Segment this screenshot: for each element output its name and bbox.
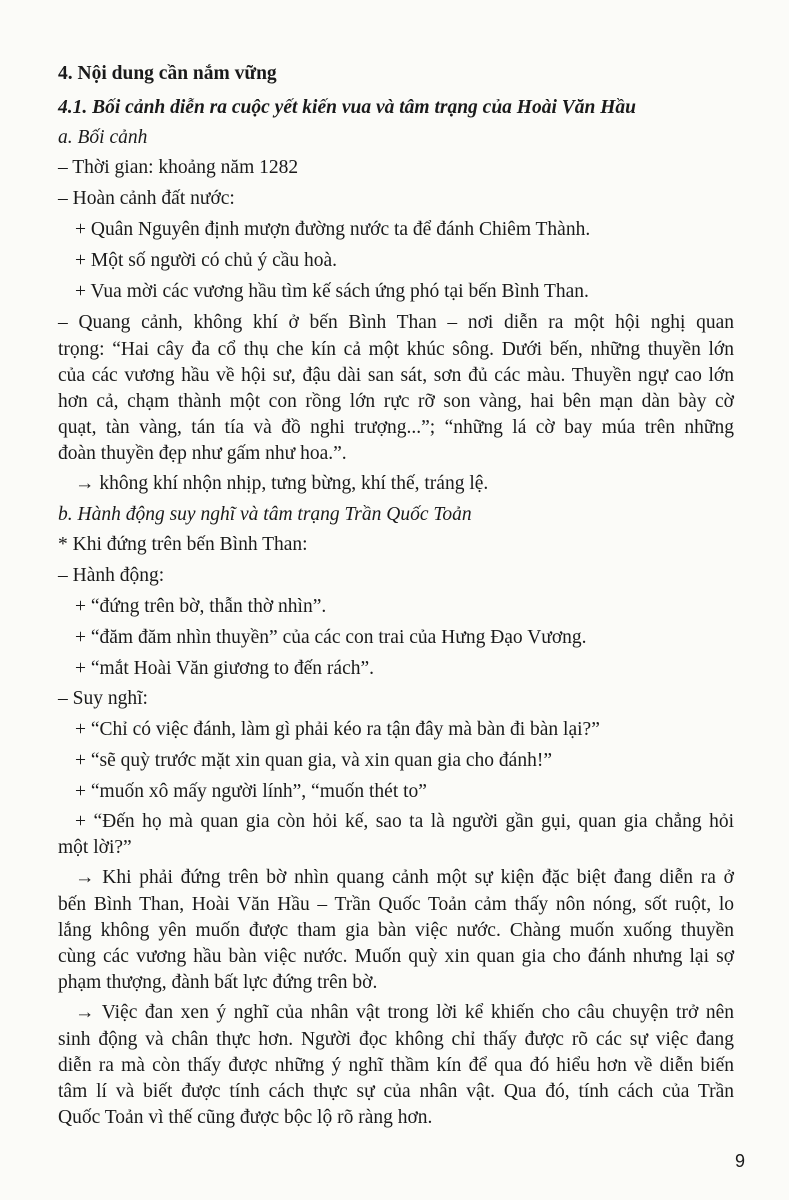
conclusion-line: → không khí nhộn nhịp, tưng bừng, khí thế, tráng lệ. <box>75 473 489 494</box>
scene-line: quạt, tàn vàng, tán tía và đồ nghi trượng...”; “những lá cờ bay múa trên những <box>58 417 734 438</box>
paragraph-line: diễn ra mà còn thấy được những ý nghĩ thầm kín để qua đó hiểu hơn về diễn biến <box>58 1055 734 1076</box>
list-item: + “muốn xô mấy người lính”, “muốn thét to” <box>75 781 427 802</box>
scene-line: hơn cả, chạm thành một con rồng lớn rực rỡ son vàng, hai bên mạn dàn bày cờ <box>58 391 734 412</box>
paragraph-line: → Việc đan xen ý nghĩ của nhân vật trong lời kể khiến cho câu chuyện trở nên <box>75 1002 734 1023</box>
scene-line: đoàn thuyền đẹp như gấm như hoa.”. <box>58 443 347 464</box>
list-item: + Một số người có chủ ý cầu hoà. <box>75 250 338 271</box>
part-b-title: b. Hành động suy nghĩ và tâm trạng Trần Quốc Toản <box>58 504 472 525</box>
list-item: + “đứng trên bờ, thẫn thờ nhìn”. <box>75 596 327 617</box>
thought-line: + “Đến họ mà quan gia còn hỏi kế, sao ta là người gần gụi, quan gia chẳng hỏi <box>75 811 734 832</box>
subsection-heading: 4.1. Bối cảnh diễn ra cuộc yết kiến vua và tâm trạng của Hoài Văn Hầu <box>58 97 636 118</box>
list-item: + Vua mời các vương hầu tìm kế sách ứng phó tại bến Bình Than. <box>75 281 589 302</box>
paragraph-line: lắng không yên muốn được tham gia bàn việc nước. Chàng muốn xuống thuyền <box>58 920 734 941</box>
action-label: – Hành động: <box>58 565 165 586</box>
scene-line: của các vương hầu về hội sư, đậu dài san sát, sơn đủ các màu. Thuyền ngự cao lớn <box>58 365 734 386</box>
list-item: + “Chỉ có việc đánh, làm gì phải kéo ra tận đây mà bàn đi bàn lại?” <box>75 719 600 740</box>
thought-line: một lời?” <box>58 837 132 858</box>
paragraph-line: tâm lí và biết được tính cách thực sự của nhân vật. Qua đó, tính cách của Trần <box>58 1081 734 1102</box>
paragraph-line: → Khi phải đứng trên bờ nhìn quang cảnh một sự kiện đặc biệt đang diễn ra ở <box>75 867 734 888</box>
section-heading: 4. Nội dung cần nắm vững <box>58 63 277 84</box>
list-item: + “sẽ quỳ trước mặt xin quan gia, và xin quan gia cho đánh!” <box>75 750 552 771</box>
part-a-title: a. Bối cảnh <box>58 127 148 148</box>
paragraph-line: cùng các vương hầu bàn việc nước. Muốn quỳ xin quan gia cho đánh nhưng lại sợ <box>58 946 734 967</box>
list-item: + Quân Nguyên định mượn đường nước ta để đánh Chiêm Thành. <box>75 219 591 240</box>
list-item: + “mắt Hoài Văn giương to đến rách”. <box>75 658 375 679</box>
time-line: – Thời gian: khoảng năm 1282 <box>58 157 299 178</box>
thought-label: – Suy nghĩ: <box>58 688 148 709</box>
list-item: + “đăm đăm nhìn thuyền” của các con trai của Hưng Đạo Vương. <box>75 627 587 648</box>
situation-label: – Hoàn cảnh đất nước: <box>58 188 235 209</box>
page-number: 9 <box>735 1151 746 1171</box>
scene-line: trọng: “Hai cây đa cổ thụ che kín cả một khúc sông. Dưới bến, những thuyền lớn <box>58 339 734 360</box>
paragraph-line: phạm thượng, đành bất lực đứng trên bờ. <box>58 972 378 993</box>
paragraph-line: Quốc Toản vì thế cũng được bộc lộ rõ ràng hơn. <box>58 1107 433 1128</box>
scene-line: – Quang cảnh, không khí ở bến Bình Than – nơi diễn ra một hội nghị quan <box>58 312 734 333</box>
context-line: * Khi đứng trên bến Bình Than: <box>58 534 308 555</box>
paragraph-line: bến Bình Than, Hoài Văn Hầu – Trần Quốc Toản cảm thấy nôn nóng, sốt ruột, lo <box>58 894 734 915</box>
paragraph-line: sinh động và chân thực hơn. Người đọc không chỉ thấy được rõ các sự việc đang <box>58 1029 734 1050</box>
